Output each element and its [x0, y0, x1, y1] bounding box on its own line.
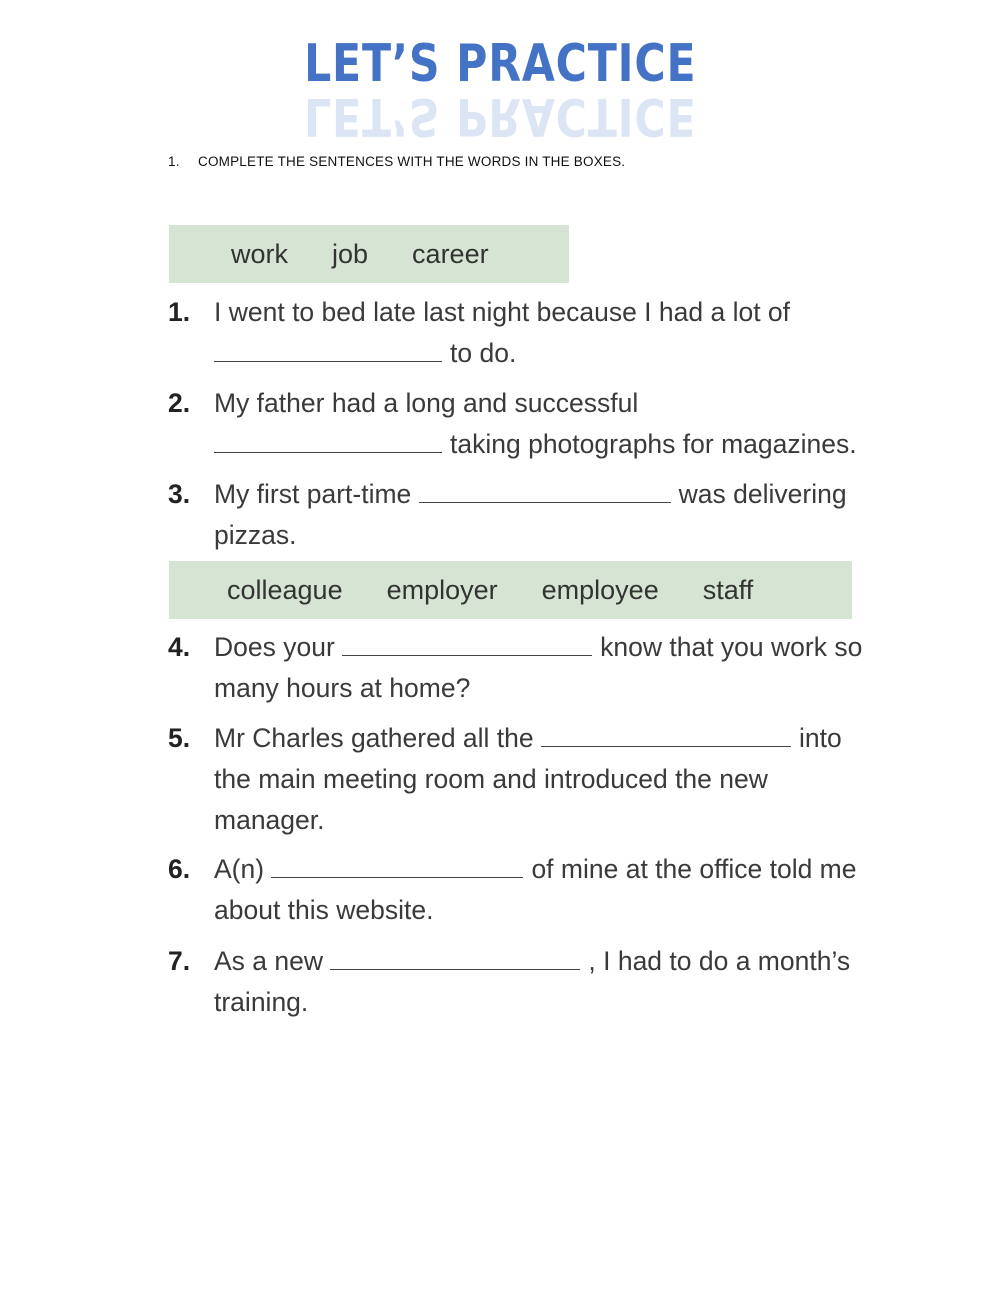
- answer-blank[interactable]: [214, 426, 442, 453]
- question-number: 2.: [168, 388, 191, 418]
- question-text: about this website.: [214, 895, 434, 925]
- question-number: 1.: [168, 297, 191, 327]
- question-text: the main meeting room and introduced the new: [214, 764, 768, 794]
- question-line: [214, 982, 308, 1022]
- question-number: 3.: [168, 479, 191, 509]
- question-line: [214, 627, 862, 667]
- instruction-number: 1.: [168, 154, 180, 169]
- question-text: I went to bed late last night because I had a lot of: [214, 297, 791, 327]
- answer-blank[interactable]: [271, 851, 523, 878]
- question-line: [214, 424, 857, 464]
- word-box-word: career: [412, 238, 489, 269]
- question-text: taking photographs for magazines.: [450, 429, 857, 459]
- question-text: was delivering: [678, 479, 847, 509]
- question-text: manager.: [214, 805, 325, 835]
- word-box-1: [169, 225, 569, 283]
- question-text: Mr Charles gathered all the: [214, 723, 541, 753]
- question-text: My father had a long and successful: [214, 388, 639, 418]
- question-line: [214, 718, 842, 758]
- word-box-word: work: [231, 238, 289, 269]
- question-text: Does your: [214, 632, 343, 662]
- question-line: [214, 800, 325, 840]
- question-text: training.: [214, 987, 309, 1017]
- answer-blank[interactable]: [214, 335, 442, 362]
- instruction-text: COMPLETE THE SENTENCES WITH THE WORDS IN THE BOXES.: [198, 154, 626, 169]
- question-text: of mine at the office told me: [531, 854, 857, 884]
- word-box-word: staff: [702, 574, 754, 605]
- instruction: [168, 154, 625, 169]
- question-number: 4.: [168, 632, 191, 662]
- question-line: [214, 333, 516, 373]
- answer-blank[interactable]: [330, 943, 580, 970]
- question-line: [214, 474, 847, 514]
- answer-blank[interactable]: [342, 629, 592, 656]
- question-text: , I had to do a month’s: [588, 946, 851, 976]
- question-line: [214, 849, 857, 889]
- question-line: [214, 668, 470, 708]
- question-text: My first part-time: [214, 479, 419, 509]
- question-text: into: [799, 723, 842, 753]
- question-text: A(n): [214, 854, 272, 884]
- question-line: [214, 292, 790, 332]
- word-box-word: colleague: [227, 574, 343, 605]
- question-line: [214, 759, 768, 799]
- answer-blank[interactable]: [419, 476, 671, 503]
- question-line: [214, 941, 850, 981]
- word-box-2: [169, 561, 852, 619]
- question-number: 7.: [168, 946, 191, 976]
- title-reflection: LET’S PRACTICE: [303, 86, 697, 146]
- question-text: to do.: [450, 338, 517, 368]
- page-title: LET’S PRACTICE: [303, 34, 697, 94]
- question-text: know that you work so: [600, 632, 863, 662]
- question-number: 5.: [168, 723, 191, 753]
- question-line: [214, 890, 434, 930]
- question-line: [214, 515, 296, 555]
- question-text: As a new: [214, 946, 331, 976]
- question-line: [214, 383, 638, 423]
- question-text: pizzas.: [214, 520, 297, 550]
- word-box-word: employer: [386, 574, 498, 605]
- question-text: many hours at home?: [214, 673, 471, 703]
- word-box-word: employee: [541, 574, 659, 605]
- word-box-word: job: [332, 238, 369, 269]
- answer-blank[interactable]: [541, 720, 791, 747]
- question-number: 6.: [168, 854, 191, 884]
